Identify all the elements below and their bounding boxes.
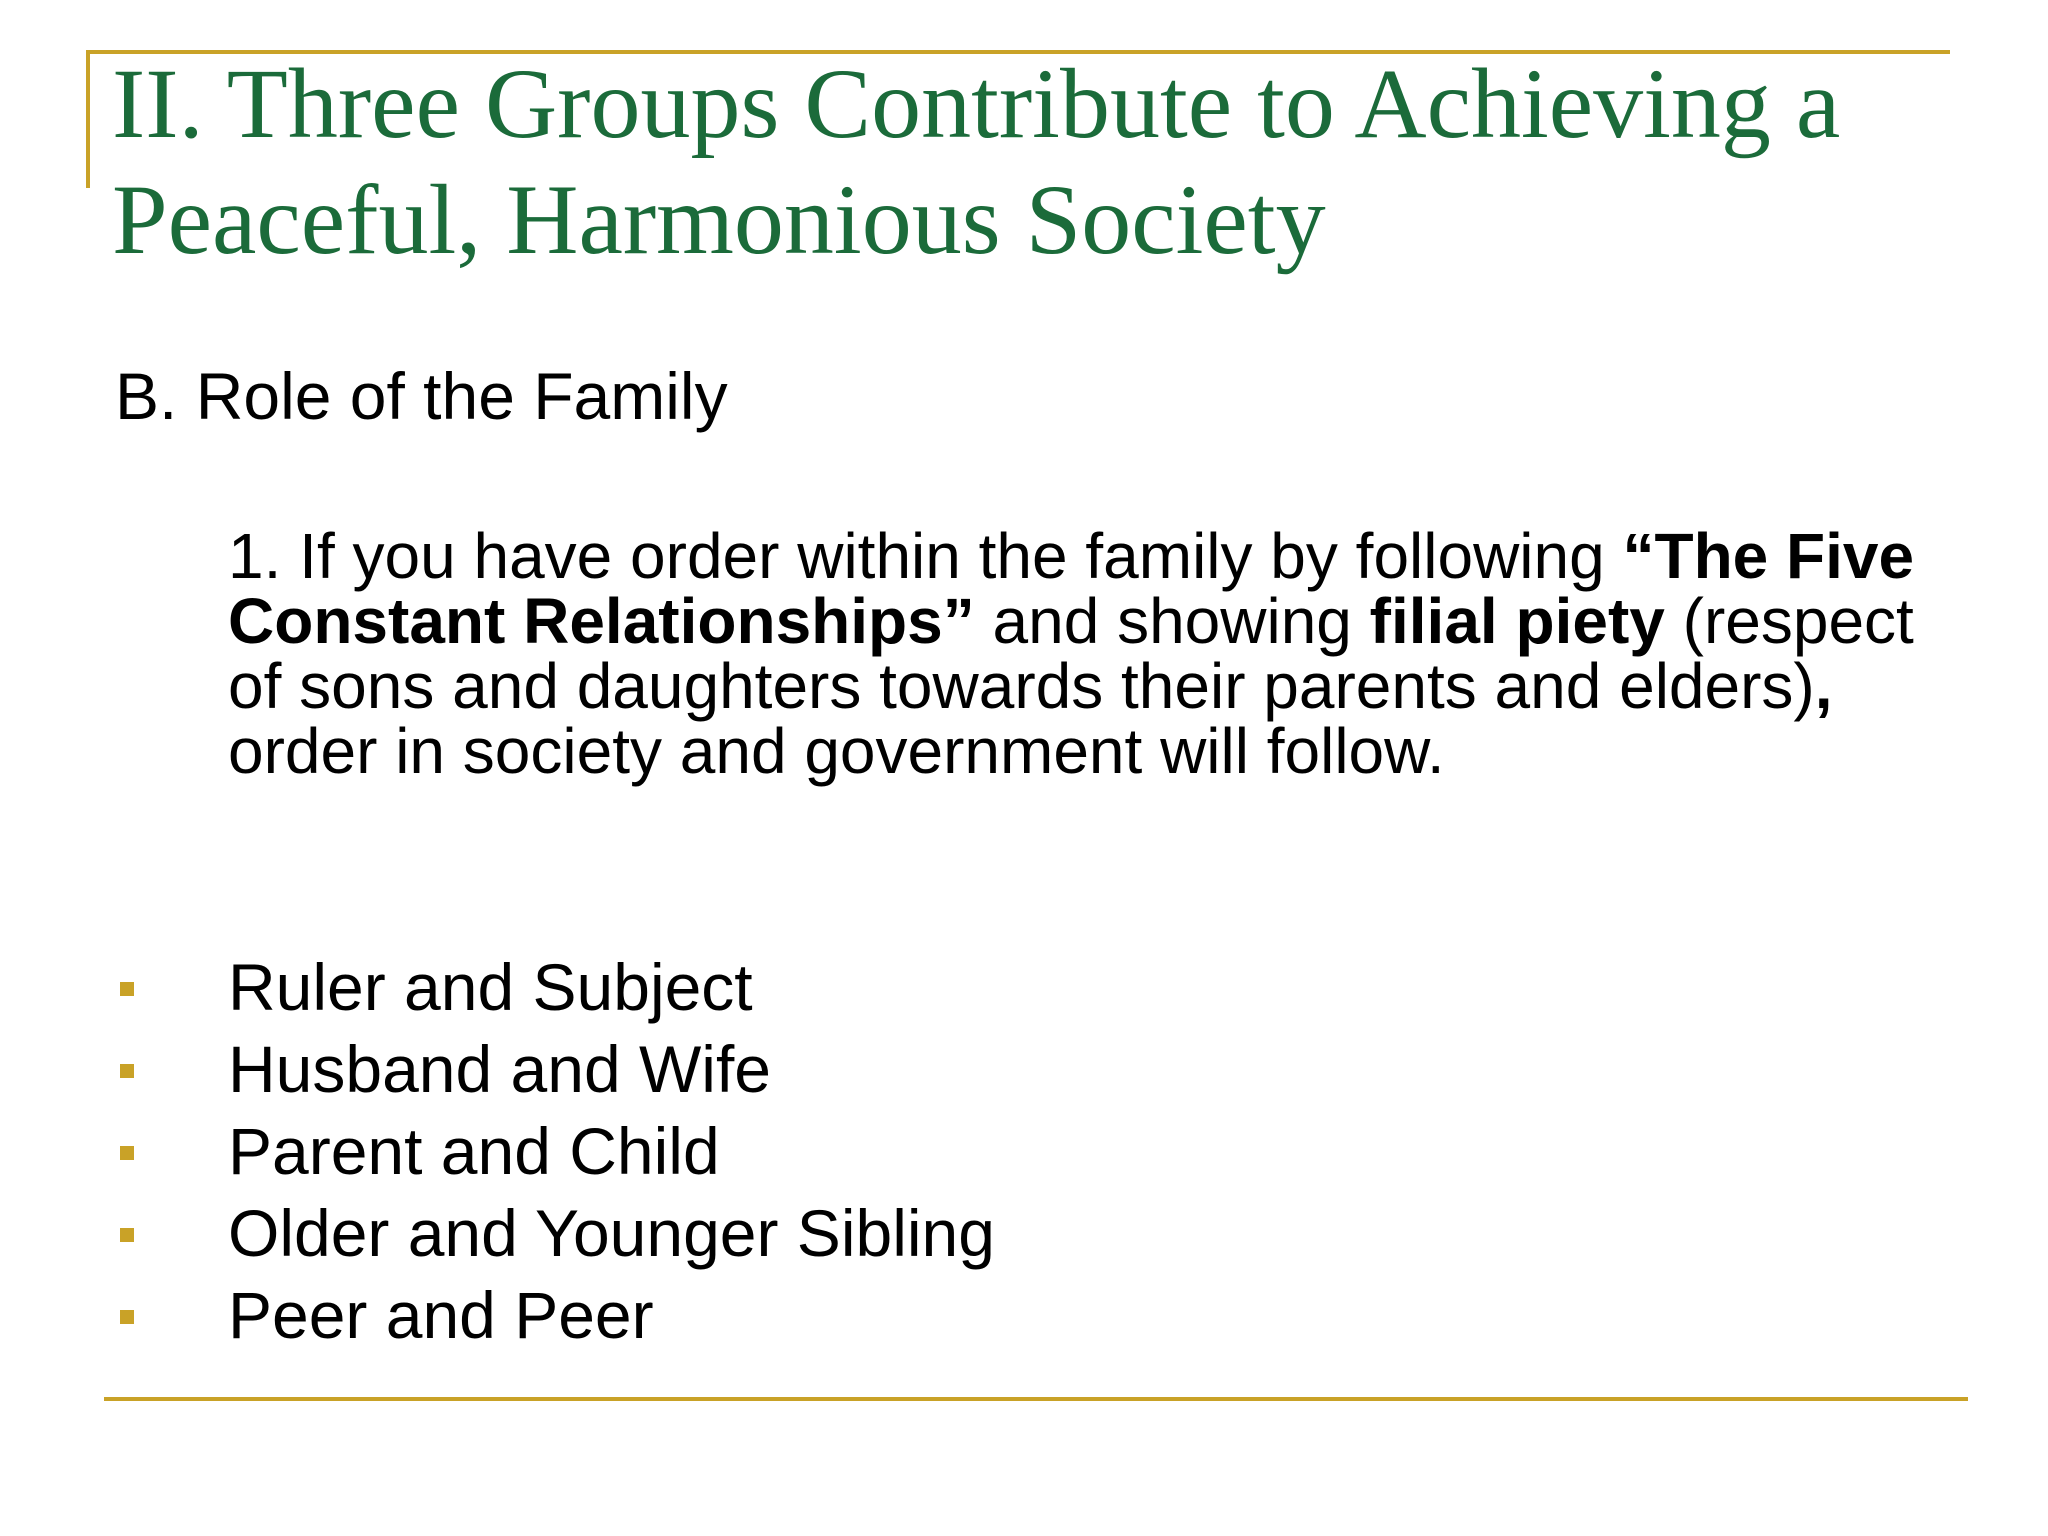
square-bullet-icon [120, 982, 134, 996]
title-frame-left-rule [86, 50, 90, 188]
footer-rule [104, 1397, 1968, 1401]
paragraph-bold-five-relationships: “The Five Constant Relationships” [228, 520, 1915, 657]
relationship-label: Parent and Child [228, 1114, 720, 1188]
relationship-label: Ruler and Subject [228, 950, 753, 1024]
square-bullet-icon [120, 1228, 134, 1242]
relationship-label: Older and Younger Sibling [228, 1196, 995, 1270]
paragraph-text-3: (respect of sons and daughters towards their parents and elders) [228, 585, 1914, 722]
square-bullet-icon [120, 1064, 134, 1078]
paragraph-text-2: and showing [974, 585, 1370, 657]
square-bullet-icon [120, 1310, 134, 1324]
section-subheading: B. Role of the Family [115, 359, 728, 433]
relationship-label: Peer and Peer [228, 1278, 654, 1352]
paragraph-bold-comma: , [1814, 650, 1833, 722]
slide-title: II. Three Groups Contribute to Achieving a Peaceful, Harmonious Society [112, 48, 1841, 275]
paragraph-text-1: 1. If you have order within the family by following [228, 520, 1623, 592]
paragraph-bold-filial-piety: filial piety [1369, 585, 1665, 657]
square-bullet-icon [120, 1146, 134, 1160]
relationship-label: Husband and Wife [228, 1032, 771, 1106]
paragraph-text-4: order in society and government will follow. [228, 715, 1445, 787]
body-paragraph [228, 520, 1968, 787]
